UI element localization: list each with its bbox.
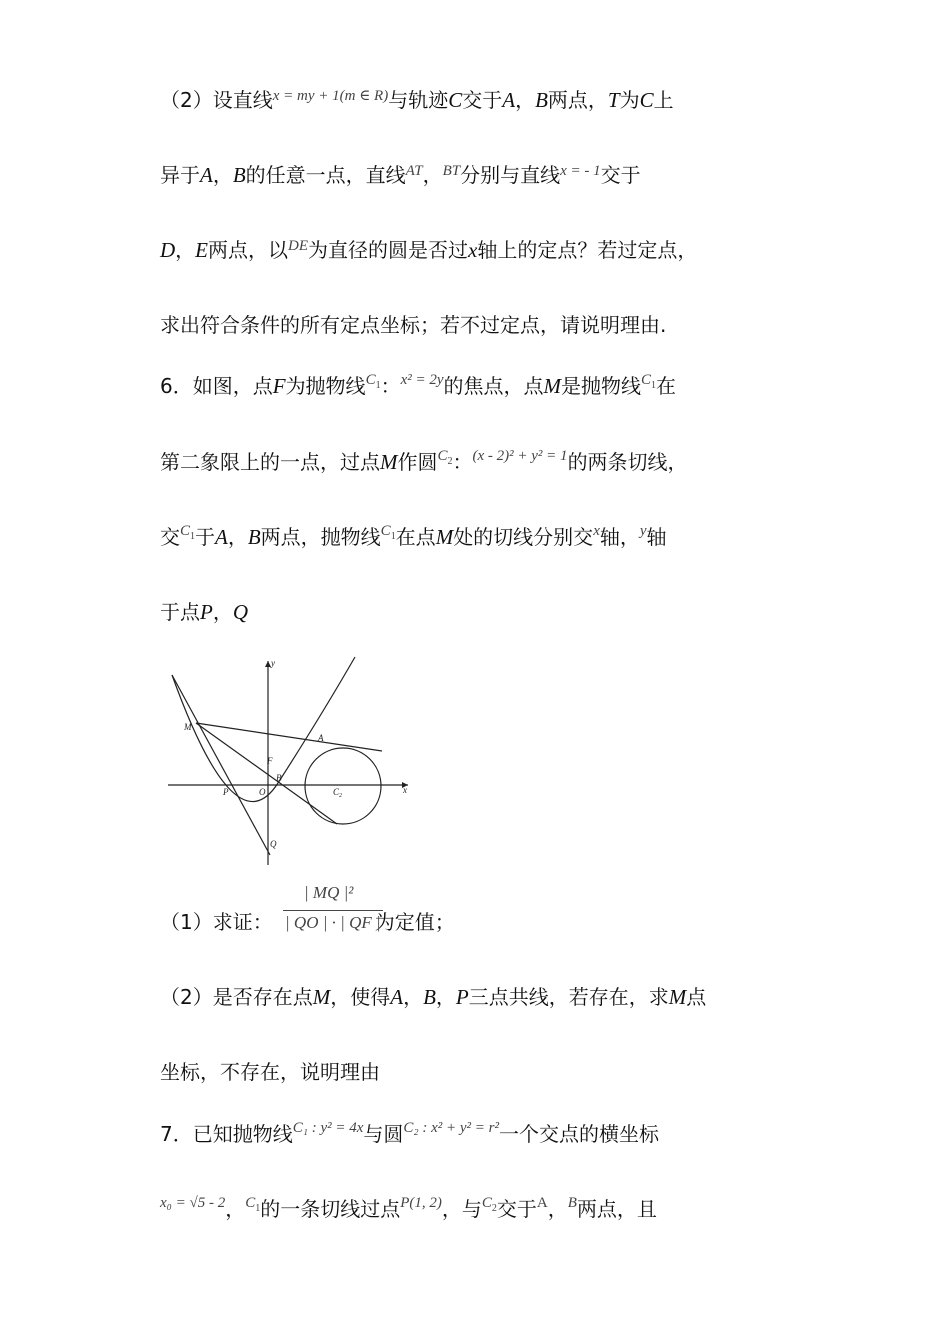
p5-line-4: 求出符合条件的所有定点坐标；若不过定点，请说明理由. <box>160 313 667 337</box>
p5-line-3: D，E两点，以$^{DE}$为直径的圆是否过x轴上的定点？若过定点， <box>160 238 698 262</box>
label-f: F <box>267 756 273 766</box>
p6-line-2: 第二象限上的一点，过点M作圆$^{C2}$：$^{(x - 2)^2 + y^2 = 1}$的两条切线， <box>160 448 688 474</box>
circle-c2 <box>305 748 381 824</box>
label-x: x <box>403 785 407 795</box>
p6-line-1: 6．如图，点F为抛物线$^{C1}$：$^{x^2 = 2y}$的焦点，点M是抛物线$^{C1}$在 <box>160 372 677 398</box>
p6-q1: （1）求证： 为定值； <box>160 910 455 934</box>
p5-line-2: 异于A，B的任意一点，直线$^{AT}$，$^{BT}$分别与直线$^{x = - 1}$交于 <box>160 163 641 187</box>
p6-line-4: 于点P，Q <box>160 600 248 624</box>
label-m: M <box>184 722 192 732</box>
p7-line-2: $^{x_0 = √5 - 2}$，$^{C1}$的一条切线过点$^{P(1, 2)}$，与$^{C2}$交于$^A$，$^B$两点，且 <box>160 1195 657 1221</box>
p6-q2: （2）是否存在点M，使得A，B，P三点共线，若存在，求M点 <box>160 985 707 1009</box>
tangent-line-ma <box>196 723 382 751</box>
label-p: P <box>223 787 229 797</box>
label-b: B <box>276 773 282 783</box>
p6-q2-line-2: 坐标，不存在，说明理由 <box>160 1060 380 1084</box>
label-c2: $C_2$ <box>333 787 343 799</box>
figure-parabola-circle <box>160 655 420 870</box>
label-q: Q <box>270 839 277 849</box>
label-o: O <box>259 787 266 797</box>
label-y: y <box>271 658 275 668</box>
p7-line-1: 7．已知抛物线$^{C_1 : y^2 = 4x}$与圆$^{C_2 : x^2 + y^2 = r^2}$一个交点的横坐标 <box>160 1120 659 1146</box>
parabola-c1 <box>172 657 355 802</box>
fraction-denominator: | QO | · | QF | <box>285 913 381 932</box>
p5-line-1: （2）设直线$^{x = my + 1(m \in R)}$与轨迹C交于A，B两点，T为C上 <box>160 88 674 112</box>
fraction-bar <box>283 910 383 911</box>
p6-line-3: 交$^{C1}$于A，B两点，抛物线$^{C1}$在点M处的切线分别交$^x$轴，$^y$轴 <box>160 523 667 549</box>
label-a: A <box>318 733 324 743</box>
fraction-numerator: | MQ |² <box>304 883 354 902</box>
